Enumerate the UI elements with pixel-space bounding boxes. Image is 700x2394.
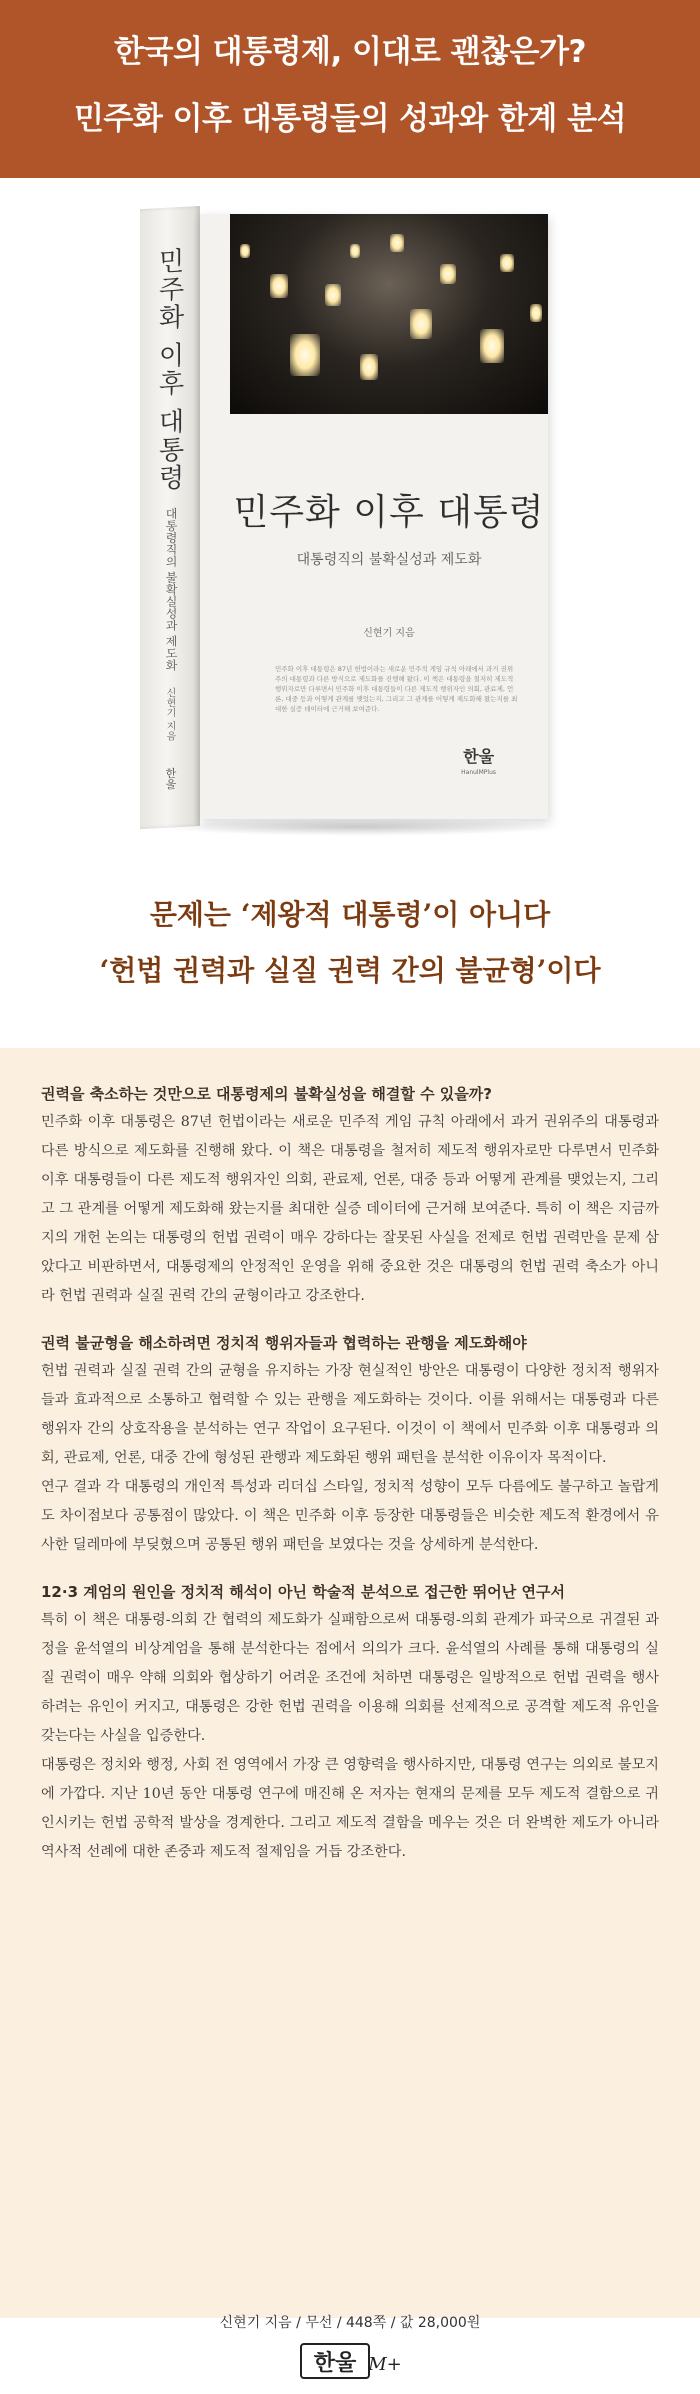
- cover-blurb: 민주화 이후 대통령은 87년 헌법이라는 새로운 민주적 게임 규칙 아래에서 과거 권위주의 대통령과 다른 방식으로 제도화를 진행해 왔다. 이 책은 대통령을 철저히 제도적 행위자로만 다루면서 민주화 이후 대통령들이 다른 제도적 행위자인 의회, 관료제, 언론, 대중 등과 어떻게 관계를 맺었는지, 그리고 그 관계를 어떻게 제도화해 왔는지를 최대한 실증 데이터에 근거해 보여준다.: [275, 665, 518, 713]
- section-paragraph: 특히 이 책은 대통령-의회 간 협력의 제도화가 실패함으로써 대통령-의회 관계가 파국으로 귀결된 과정을 윤석열의 비상계엄을 통해 분석한다는 점에서 의의가 크다. 윤석열의 사례를 통해 대통령의 실질 권력이 매우 약해 의회와 협상하기 어려운 조건에 처하면 대통령은 일방적으로 헌법 권력을 행사하려는 유인이 커지고, 대통령은 강한 헌법 권력을 이용해 의회를 선제적으로 공격할 제도적 유인을 갖는다는 사실을 입증한다.: [41, 1612, 659, 1744]
- cover-subtitle: 대통령직의 불확실성과 제도화: [296, 552, 482, 568]
- book-mockup-area: [0, 178, 700, 853]
- spine-author: 신현기 지음: [164, 687, 175, 742]
- candle-light: [325, 284, 341, 306]
- spine-publisher: 한울: [164, 767, 177, 790]
- book-cover: [200, 214, 548, 819]
- section-paragraph: 민주화 이후 대통령은 87년 헌법이라는 새로운 민주적 게임 규칙 아래에서 과거 권위주의 대통령과 다른 방식으로 제도화를 진행해 왔다. 이 책은 대통령을 철저히 제도적 행위자로만 다루면서 민주화 이후 대통령들이 다른 제도적 행위자인 의회, 관료제, 언론, 대중 등과 어떻게 관계를 맺었는지, 그리고 그 관계를 어떻게 제도화해 왔는지를 최대한 실증 데이터에 근거해 보여준다. 특히 이 책은 지금까지의 개헌 논의는 대통령의 헌법 권력이 매우 강하다는 잘못된 사실을 전제로 헌법 권력만을 문제 삼았다고 비판하면서, 대통령제의 안정적인 운영을 위해 중요한 것은 대통령의 헌법 권력 축소가 아니라 헌법 권력과 실질 권력 간의 균형이라고 강조한다.: [41, 1114, 659, 1304]
- headline-line-1: 문제는 ‘제왕적 대통령’이 아니다: [149, 898, 551, 931]
- headline-line-2: ‘헌법 권력과 실질 권력 간의 불균형’이다: [99, 954, 601, 987]
- publisher-logo: [461, 749, 496, 781]
- candle-light: [390, 234, 404, 252]
- spine-subtitle: 대통령직의 불확실성과 제도화: [164, 507, 178, 672]
- banner-headline-1: 한국의 대통령제, 이대로 괜찮은가?: [114, 34, 586, 70]
- candle-light: [500, 254, 514, 272]
- cover-title: 민주화 이후 대통령: [233, 492, 545, 533]
- publisher-footer-logo: [295, 2340, 405, 2382]
- candle-light: [480, 329, 504, 363]
- section-paragraph: 대통령은 정치와 행정, 사회 전 영역에서 가장 큰 영향력을 행사하지만, 대통령 연구는 의외로 불모지에 가깝다. 지난 10년 동안 대통령 연구에 매진해 온 저자는 현재의 문제를 모두 제도적 결함으로 귀인시키는 헌법 공학적 발상을 경계한다. 그리고 제도적 결함을 메우는 것은 더 완벽한 제도가 아니라 역사적 선례에 대한 존중과 제도적 절제임을 거듭 강조한다.: [41, 1757, 659, 1860]
- cover-author: 신현기 지음: [363, 628, 415, 639]
- candle-light: [530, 304, 542, 322]
- publisher-logo-sub: HanulMPlus: [461, 769, 496, 776]
- main-headline: [0, 895, 700, 991]
- candle-light: [410, 309, 432, 339]
- book-spine: [140, 206, 200, 829]
- candle-light: [360, 354, 378, 380]
- section-title: 권력 불균형을 해소하려면 정치적 행위자들과 협력하는 관행을 제도화해야: [41, 1334, 527, 1352]
- description-section: [0, 1048, 700, 2318]
- section-paragraph: 헌법 권력과 실질 권력 간의 균형을 유지하는 가장 현실적인 방안은 대통령이 다양한 정치적 행위자들과 효과적으로 소통하고 협력할 수 있는 관행을 제도화하는 것이다. 이를 위해서는 대통령과 다른 행위자 간의 상호작용을 분석하는 연구 작업이 요구된다. 이것이 이 책에서 민주화 이후 대통령과 의회, 관료제, 언론, 대중 간에 형성된 관행과 제도화된 행위 패턴을 분석한 이유이자 목적이다.: [41, 1363, 659, 1466]
- candle-light: [270, 274, 288, 298]
- candle-light: [440, 264, 456, 284]
- section-title: 12·3 계엄의 원인을 정치적 해석이 아닌 학술적 분석으로 접근한 뛰어난 연구서: [41, 1583, 565, 1601]
- section-title: 권력을 축소하는 것만으로 대통령제의 불확실성을 해결할 수 있을까?: [41, 1085, 492, 1103]
- section-gap: [41, 1560, 659, 1578]
- section-gap: [41, 1311, 659, 1329]
- logo-suffix: M+: [368, 2354, 402, 2375]
- book-shadow: [158, 818, 558, 836]
- publisher-logo-text: 한울: [463, 747, 495, 766]
- spine-title: 민주화 이후 대통령: [154, 246, 184, 493]
- candlelight-photo: [230, 214, 548, 414]
- candle-light: [240, 244, 250, 258]
- description-content: [41, 1080, 659, 1867]
- book-spec-info: 신현기 지음 / 무선 / 448쪽 / 값 28,000원: [219, 2315, 481, 2331]
- section-paragraph: 연구 결과 각 대통령의 개인적 특성과 리더십 스타일, 정치적 성향이 모두 다름에도 불구하고 놀랍게도 차이점보다 공통점이 많았다. 이 책은 민주화 이후 등장한 대통령들은 비슷한 제도적 환경에서 유사한 딜레마에 부딪혔으며 공통된 행위 패턴을 보였다는 것을 상세하게 분석한다.: [41, 1479, 659, 1553]
- banner-headline-2: 민주화 이후 대통령들의 성과와 한계 분석: [73, 101, 627, 137]
- candle-light: [350, 244, 360, 258]
- header-banner: [0, 0, 700, 178]
- candle-light: [290, 334, 320, 376]
- logo-text: 한울: [313, 2351, 357, 2376]
